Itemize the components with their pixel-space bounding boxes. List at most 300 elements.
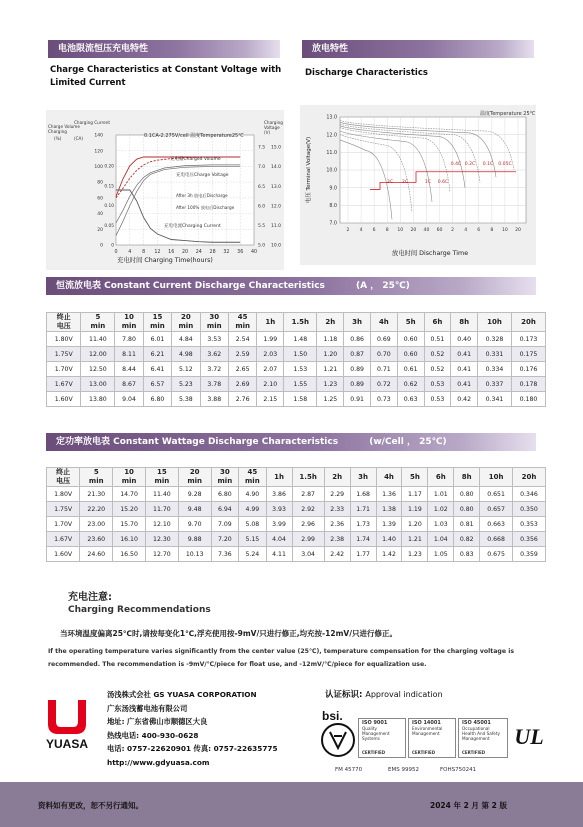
cw-value-cell: 0.346 — [512, 487, 545, 502]
cc-value-cell: 9.04 — [115, 392, 143, 407]
cc-table — [46, 312, 546, 407]
cc-value-cell: 13.80 — [81, 392, 115, 407]
cc-header-text: 1h — [265, 317, 276, 326]
cc-value-cell: 0.73 — [370, 392, 397, 407]
charging-section-header — [48, 40, 280, 58]
cc-header-cell — [511, 313, 545, 332]
cc-value-cell: 5.38 — [172, 392, 200, 407]
charge-volume-label: 充电量Charged Volume — [170, 157, 221, 162]
cw-value-cell: 6.94 — [211, 502, 239, 517]
cw-header-cell — [292, 468, 324, 487]
charge-x-tick: 20 — [181, 250, 189, 255]
cc-value-cell: 0.51 — [424, 332, 451, 347]
discharge-x-tick: 10 — [501, 228, 508, 233]
cert-code-fohs: FOHS750241 — [440, 767, 477, 773]
iso45001-title: ISO 45001 — [462, 720, 491, 726]
iso9001-desc: Quality Management Systems — [362, 726, 390, 741]
cc-value-cell: 0.63 — [397, 392, 424, 407]
cert-title-en: Approval indication — [365, 690, 443, 699]
charge-right-bat-tick: 10.0 — [271, 243, 282, 249]
cw-value-cell: 2.92 — [292, 502, 324, 517]
cc-value-cell: 3.78 — [200, 377, 228, 392]
cc-header-text: 15 — [152, 313, 163, 321]
charge-right-cell-tick: 6.0 — [258, 204, 266, 210]
table-row — [47, 377, 546, 392]
cc-header-cell — [370, 313, 397, 332]
cc-value-cell: 0.52 — [424, 347, 451, 362]
cc-value-cell: 1.18 — [317, 332, 344, 347]
cw-value-cell: 2.42 — [324, 547, 350, 562]
cc-value-cell: 12.00 — [81, 347, 115, 362]
cw-value-cell: 1.01 — [428, 487, 454, 502]
cc-value-cell: 0.328 — [478, 332, 512, 347]
company-line-1: 汤浅株式会社 GS YUASA CORPORATION — [107, 690, 257, 699]
cc-header-text: 8h — [459, 317, 470, 326]
cw-value-cell: 0.663 — [480, 517, 513, 532]
cw-value-cell: 12.10 — [145, 517, 178, 532]
table-row — [47, 517, 546, 532]
cw-value-cell: 9.88 — [178, 532, 211, 547]
cw-header-cell — [145, 468, 178, 487]
cw-value-cell: 0.81 — [454, 517, 480, 532]
recommendations-subtitle: Charging Recommendations — [68, 605, 211, 615]
cw-cutoff-voltage: 1.80V — [47, 487, 80, 502]
cw-header-text: 20 — [189, 468, 200, 476]
cc-header-text: 20h — [521, 317, 536, 326]
cc-value-cell: 0.60 — [397, 332, 424, 347]
discharge-y-tick: 9.0 — [329, 186, 337, 192]
cc-value-cell: 0.40 — [451, 332, 478, 347]
discharge-x-tick: 6 — [477, 228, 481, 233]
cc-value-cell: 13.00 — [81, 377, 115, 392]
cc-value-cell: 0.180 — [511, 392, 545, 407]
discharge-y-tick: 13.0 — [326, 115, 337, 121]
cw-value-cell: 7.20 — [211, 532, 239, 547]
cw-cutoff-voltage: 1.70V — [47, 517, 80, 532]
charge-left-ca-tick: 0.10 — [104, 204, 114, 210]
cc-value-cell: 0.41 — [451, 362, 478, 377]
cc-value-cell: 5.12 — [172, 362, 200, 377]
cc-value-cell: 0.41 — [451, 347, 478, 362]
cw-value-cell: 5.15 — [239, 532, 267, 547]
cw-header-text: 45 — [247, 468, 258, 476]
cw-value-cell: 16.10 — [113, 532, 146, 547]
cc-header-cell — [81, 313, 115, 332]
cc-header-text: min — [121, 322, 137, 330]
cw-header-cell — [211, 468, 239, 487]
charge-left-axis-label: (CA) — [74, 136, 84, 141]
footer-date-version: 2024 年 2 月 第 2 版 — [430, 801, 507, 810]
iso45001-certified: CERTIFIED — [462, 750, 486, 755]
cw-value-cell: 1.03 — [428, 517, 454, 532]
cw-value-cell: 0.83 — [454, 547, 480, 562]
charge-left-pct-tick: 80 — [97, 180, 103, 186]
cw-value-cell: 4.90 — [239, 487, 267, 502]
cw-header-text: 1.5h — [299, 472, 317, 481]
cw-value-cell: 1.42 — [376, 547, 402, 562]
charge-right-bat-tick: 13.0 — [271, 184, 282, 190]
cw-header-text: 5 — [93, 468, 99, 476]
cw-table — [46, 467, 546, 562]
yuasa-logo-text: YUASA — [45, 737, 89, 751]
cw-cutoff-voltage: 1.75V — [47, 502, 80, 517]
cc-header-text: 恒流放电表 Constant Current Discharge Characteristics — [56, 281, 325, 291]
company-info — [107, 688, 278, 770]
table-row — [47, 347, 546, 362]
discharge-y-tick: 10.0 — [326, 168, 337, 174]
cc-header-cell — [317, 313, 344, 332]
cc-value-cell: 0.71 — [370, 362, 397, 377]
charge-left-pct-tick: 120 — [94, 149, 103, 155]
cw-header-text: min — [88, 477, 104, 485]
cw-header-cell — [376, 468, 402, 487]
cw-value-cell: 0.675 — [480, 547, 513, 562]
discharge-curve-label: 2C — [401, 180, 409, 185]
company-address: 地址: 广东省佛山市顺德区大良 — [107, 717, 208, 727]
cc-header-text: min — [150, 322, 165, 330]
discharge-x-tick: 4 — [464, 228, 468, 233]
cc-value-cell: 0.53 — [424, 377, 451, 392]
cc-value-cell: 6.01 — [143, 332, 171, 347]
cw-header-cell — [402, 468, 428, 487]
company-line-2: 广东汤浅蓄电池有限公司 — [107, 703, 188, 713]
cw-header-text: 3h — [358, 472, 369, 481]
cw-value-cell: 9.48 — [178, 502, 211, 517]
cc-value-cell: 2.76 — [228, 392, 256, 407]
cw-header-text: min — [187, 477, 203, 485]
bsi-logo-text: bsi. — [322, 709, 343, 723]
cw-header-text: min — [154, 477, 170, 485]
discharge-y-tick: 11.0 — [326, 150, 337, 156]
cc-value-cell: 1.53 — [284, 362, 317, 377]
table-row — [47, 392, 546, 407]
cert-iso14001 — [408, 718, 456, 758]
cc-header-text: 45 — [237, 313, 248, 321]
discharge-chart-title: Discharge Characteristics — [305, 68, 428, 78]
cc-value-cell: 1.21 — [317, 362, 344, 377]
charge-left-axis-label: Charge Volume — [48, 124, 80, 129]
cc-header-cell — [424, 313, 451, 332]
charge-x-tick: 36 — [237, 250, 244, 255]
cc-value-cell: 0.52 — [424, 362, 451, 377]
company-website[interactable]: http://www.gdyuasa.com — [107, 757, 210, 767]
cc-value-cell: 0.69 — [370, 332, 397, 347]
cc-header-text: 30 — [209, 313, 220, 321]
cw-value-cell: 12.70 — [145, 547, 178, 562]
cc-value-cell: 6.41 — [143, 362, 171, 377]
cc-value-cell: 0.175 — [511, 347, 545, 362]
cc-header-text: 电压 — [56, 322, 71, 330]
cw-header-cell — [113, 468, 146, 487]
cw-value-cell: 15.20 — [113, 502, 146, 517]
cw-header-cell — [266, 468, 292, 487]
charge-left-ca-tick: 0.15 — [104, 184, 114, 190]
cw-value-cell: 24.60 — [80, 547, 113, 562]
cw-header-cell — [47, 468, 80, 487]
discharge-y-tick: 7.0 — [329, 221, 337, 227]
cc-header-text: min — [90, 322, 106, 330]
cc-value-cell: 3.53 — [200, 332, 228, 347]
cc-value-cell: 5.23 — [172, 377, 200, 392]
charge-x-tick: 28 — [209, 250, 216, 255]
cc-value-cell: 1.55 — [284, 377, 317, 392]
iso14001-desc: Environmental Management — [412, 726, 443, 736]
table-row — [47, 487, 546, 502]
cc-value-cell: 8.11 — [115, 347, 143, 362]
cw-value-cell: 0.651 — [480, 487, 513, 502]
cc-value-cell: 0.86 — [344, 332, 371, 347]
cw-value-cell: 1.39 — [376, 517, 402, 532]
cc-value-cell: 0.331 — [478, 347, 512, 362]
cert-iso45001 — [458, 718, 508, 758]
yuasa-logo-icon — [36, 698, 98, 753]
cw-value-cell: 1.38 — [376, 502, 402, 517]
cw-value-cell: 2.33 — [324, 502, 350, 517]
iso9001-title: ISO 9001 — [362, 720, 388, 726]
table-row — [47, 532, 546, 547]
cw-header-text: 终止 — [56, 468, 71, 476]
cc-value-cell: 0.173 — [511, 332, 545, 347]
cw-value-cell: 1.02 — [428, 502, 454, 517]
cw-header-cell — [512, 468, 545, 487]
iso14001-certified: CERTIFIED — [412, 750, 436, 755]
cw-value-cell: 2.36 — [324, 517, 350, 532]
cc-header-text: 6h — [432, 317, 443, 326]
discharge-curve-label: 0.1C — [482, 162, 494, 167]
charge-right-cell-tick: 5.5 — [258, 224, 266, 229]
iso14001-title: ISO 14001 — [412, 720, 441, 726]
cw-header-text: 6h — [435, 472, 446, 481]
cc-value-cell: 0.91 — [344, 392, 371, 407]
charge-left-pct-tick: 140 — [94, 133, 103, 139]
charge-left-axis-label: Charging — [48, 129, 67, 134]
cc-value-cell: 0.62 — [397, 377, 424, 392]
cw-value-cell: 2.29 — [324, 487, 350, 502]
cc-value-cell: 2.54 — [228, 332, 256, 347]
cw-value-cell: 1.19 — [402, 502, 428, 517]
cc-header-text: min — [178, 322, 194, 330]
cc-value-cell: 2.10 — [257, 377, 284, 392]
cw-value-cell: 1.21 — [402, 532, 428, 547]
cw-value-cell: 1.74 — [350, 532, 376, 547]
discharge-x-tick: 6 — [372, 228, 376, 233]
ul-mark-text: UL — [514, 724, 544, 749]
cw-value-cell: 22.20 — [80, 502, 113, 517]
charge-right-bat-tick: 14.0 — [271, 165, 282, 171]
cc-header-text: 5h — [405, 317, 416, 326]
cc-value-cell: 2.69 — [228, 377, 256, 392]
table-row — [47, 547, 546, 562]
cw-value-cell: 5.08 — [239, 517, 267, 532]
cc-value-cell: 0.61 — [397, 362, 424, 377]
charge-current-label: 充电电流Charging Current — [164, 224, 221, 229]
discharge-curve-label: 0.2C — [464, 162, 476, 167]
cc-header-text: 4h — [378, 317, 389, 326]
charge-x-tick: 12 — [154, 250, 161, 255]
charge-voltage-label: 充电电压Charge Voltage — [176, 173, 229, 178]
cc-value-cell: 1.48 — [284, 332, 317, 347]
cw-header-text: 4h — [384, 472, 394, 481]
cw-value-cell: 4.11 — [266, 547, 292, 562]
cc-table-header-row — [47, 313, 546, 332]
cc-header-cell — [228, 313, 256, 332]
cc-value-cell: 0.337 — [478, 377, 512, 392]
discharge-section-header — [302, 40, 534, 58]
cc-value-cell: 0.60 — [397, 347, 424, 362]
charge-left-axis-label: (%) — [54, 136, 62, 141]
discharge-curve-label: 3C — [386, 180, 394, 185]
discharge-x-tick: 10 — [397, 228, 404, 233]
discharge-y-tick: 8.0 — [329, 203, 337, 209]
cc-value-cell: 0.341 — [478, 392, 512, 407]
cert-iso9001 — [358, 718, 406, 758]
cc-value-cell: 8.67 — [115, 377, 143, 392]
cw-value-cell: 0.350 — [512, 502, 545, 517]
charge-left-pct-tick: 40 — [97, 212, 103, 218]
charge-x-tick: 24 — [195, 250, 202, 255]
certifications-title — [325, 688, 443, 700]
cc-header-text: 1.5h — [291, 317, 309, 326]
cw-header-text: 10h — [488, 472, 504, 481]
cw-value-cell: 0.359 — [512, 547, 545, 562]
cc-section-header — [46, 277, 536, 295]
cc-value-cell: 1.99 — [257, 332, 284, 347]
cert-code-fm: FM 45770 — [335, 767, 363, 773]
cw-header-cell — [80, 468, 113, 487]
cw-value-cell: 2.99 — [292, 532, 324, 547]
cw-value-cell: 9.70 — [178, 517, 211, 532]
discharge-x-tick: 4 — [359, 228, 363, 233]
cw-value-cell: 11.40 — [145, 487, 178, 502]
company-phone-fax: 电话: 0757-22620901 传真: 0757-22635775 — [107, 744, 278, 754]
cc-header-text: min — [235, 322, 251, 330]
cc-header-text: 10 — [124, 313, 134, 321]
cw-value-cell: 2.96 — [292, 517, 324, 532]
cc-header-text: 终止 — [56, 313, 71, 321]
charge-right-cell-tick: 5.0 — [258, 243, 266, 249]
cc-header-cell — [200, 313, 228, 332]
cc-value-cell: 0.89 — [344, 362, 371, 377]
cc-value-cell: 6.80 — [143, 392, 171, 407]
cw-header-cell — [178, 468, 211, 487]
cc-value-cell: 0.178 — [511, 377, 545, 392]
cw-value-cell: 0.80 — [454, 502, 480, 517]
discharge-chart-svg — [300, 105, 536, 265]
cw-value-cell: 3.04 — [292, 547, 324, 562]
cc-value-cell: 4.84 — [172, 332, 200, 347]
charge-after3h-label: After 3h 放电后Discharge — [176, 193, 228, 198]
charge-x-tick: 16 — [168, 250, 175, 255]
cc-header-cell — [115, 313, 143, 332]
cc-header-text: 20 — [180, 313, 191, 321]
cw-value-cell: 12.30 — [145, 532, 178, 547]
cw-value-cell: 23.00 — [80, 517, 113, 532]
cw-header-cell — [324, 468, 350, 487]
cw-value-cell: 5.24 — [239, 547, 267, 562]
charge-chart-svg — [46, 110, 284, 270]
recommendations-title: 充电注意: — [68, 592, 112, 603]
cc-header-cell — [284, 313, 317, 332]
discharge-x-tick: 20 — [410, 228, 417, 233]
cw-value-cell: 6.80 — [211, 487, 239, 502]
cw-cutoff-voltage: 1.60V — [47, 547, 80, 562]
cw-value-cell: 7.09 — [211, 517, 239, 532]
charge-x-tick: 32 — [223, 250, 230, 255]
cw-header-cell — [428, 468, 454, 487]
cc-header-text: 10h — [487, 317, 502, 326]
discharge-x-tick: 2 — [451, 228, 455, 233]
cw-value-cell: 15.70 — [113, 517, 146, 532]
cc-value-cell: 0.41 — [451, 377, 478, 392]
cc-header-cell — [478, 313, 512, 332]
cw-header-units: (w/Cell ， 25℃) — [369, 437, 447, 447]
cc-value-cell: 2.65 — [228, 362, 256, 377]
cw-value-cell: 0.657 — [480, 502, 513, 517]
cc-cutoff-voltage: 1.67V — [47, 377, 81, 392]
cw-value-cell: 0.356 — [512, 532, 545, 547]
charge-right-axis-label: Voltage — [264, 125, 280, 130]
cw-header-text: min — [245, 477, 260, 485]
cw-value-cell: 11.70 — [145, 502, 178, 517]
cc-value-cell: 8.44 — [115, 362, 143, 377]
discharge-x-tick: 60 — [436, 228, 443, 233]
charge-right-bat-tick: 15.0 — [271, 145, 282, 151]
cw-value-cell: 3.99 — [266, 517, 292, 532]
cc-cutoff-voltage: 1.80V — [47, 332, 81, 347]
cw-value-cell: 3.86 — [266, 487, 292, 502]
company-hotline: 热线电话: 400-930-0628 — [107, 730, 199, 740]
cc-value-cell: 0.89 — [344, 377, 371, 392]
discharge-curve-label: 1C — [424, 180, 432, 185]
charge-right-axis-label: (V) — [264, 130, 271, 135]
discharge-x-tick: 20 — [515, 228, 521, 233]
discharge-x-tick: 8 — [385, 228, 389, 233]
cw-value-cell: 16.50 — [113, 547, 146, 562]
charge-x-tick: 4 — [128, 250, 132, 255]
charge-x-axis-label: 充电时间 Charging Time(hours) — [117, 257, 213, 264]
cw-value-cell: 1.40 — [376, 532, 402, 547]
charge-x-tick: 8 — [142, 250, 146, 255]
table-row — [47, 502, 546, 517]
charge-left-axis-label: Charging Current — [74, 120, 110, 125]
cw-value-cell: 23.60 — [80, 532, 113, 547]
discharge-temp-annotation: 温度Temperature 25℃ — [480, 111, 536, 117]
cc-header-cell — [257, 313, 284, 332]
ul-recognized-icon — [511, 722, 547, 752]
charge-left-pct-tick: 20 — [97, 227, 103, 233]
cw-value-cell: 2.87 — [292, 487, 324, 502]
discharge-header-text: 放电特性 — [312, 44, 349, 54]
footer-notice: 资料如有更改，恕不另行通知。 — [38, 801, 143, 810]
cc-header-cell — [172, 313, 200, 332]
cw-value-cell: 3.93 — [266, 502, 292, 517]
cw-value-cell: 2.38 — [324, 532, 350, 547]
cc-value-cell: 3.72 — [200, 362, 228, 377]
cw-header-text: min — [121, 477, 137, 485]
cc-value-cell: 6.21 — [143, 347, 171, 362]
cc-value-cell: 7.80 — [115, 332, 143, 347]
cc-value-cell: 3.88 — [200, 392, 228, 407]
cw-header-text: 电压 — [56, 477, 71, 485]
cw-header-cell — [350, 468, 376, 487]
cw-header-cell — [454, 468, 480, 487]
cc-value-cell: 2.15 — [257, 392, 284, 407]
discharge-curve-label: 0.4C — [450, 162, 462, 167]
cc-value-cell: 3.62 — [200, 347, 228, 362]
cw-header-text: 1h — [274, 472, 284, 481]
bsi-kitemark-icon — [318, 708, 360, 762]
cw-value-cell: 1.17 — [402, 487, 428, 502]
